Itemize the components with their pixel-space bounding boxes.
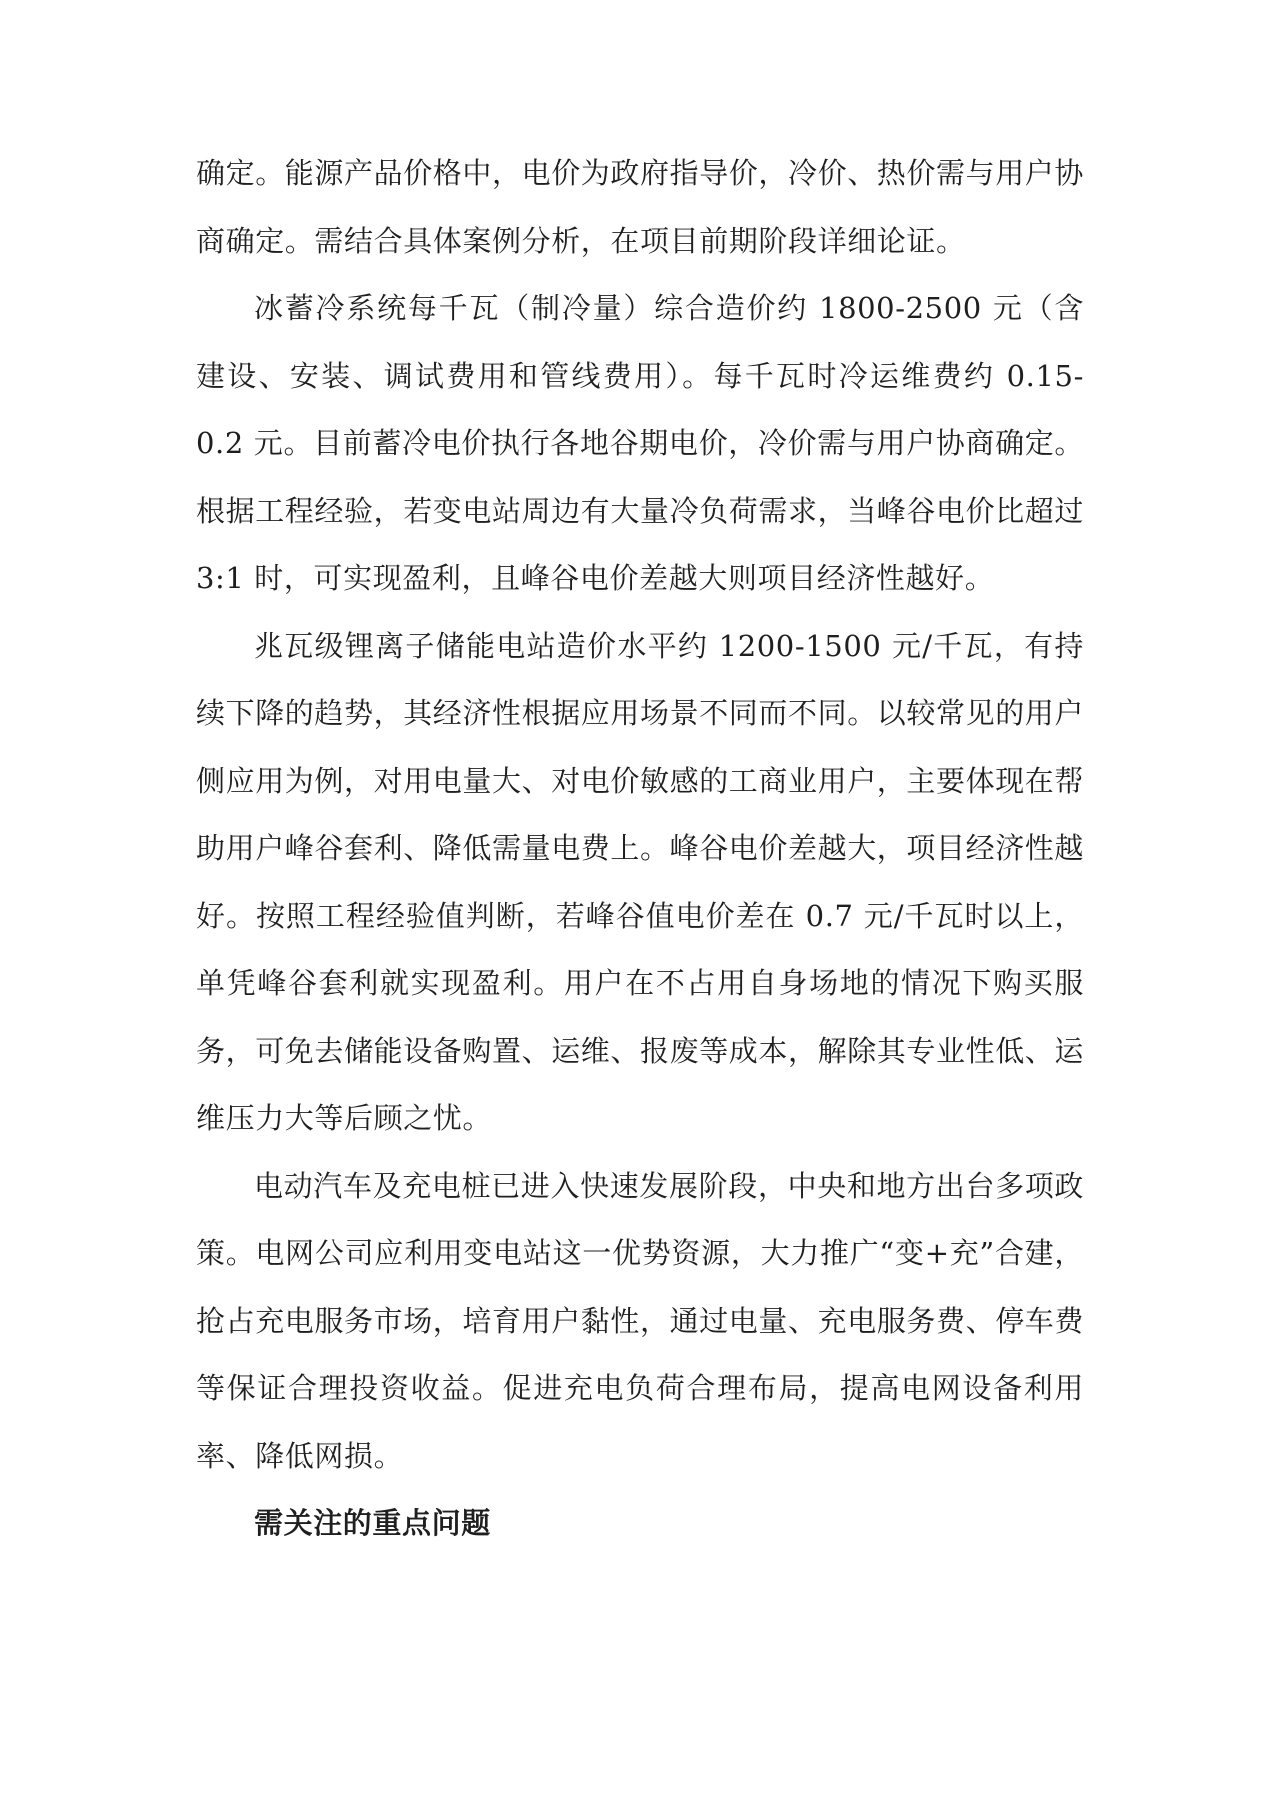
paragraph-pricing-continuation: 确定。能源产品价格中，电价为政府指导价，冷价、热价需与用户协商确定。需结合具体案例分析，在项目前期阶段详细论证。 <box>196 156 1085 258</box>
section-heading: 需关注的重点问题 <box>254 1506 491 1540</box>
paragraph-battery-storage: 兆瓦级锂离子储能电站造价水平约 1200-1500 元/千瓦，有持续下降的趋势，其经济性根据应用场景不同而不同。以较常见的用户侧应用为例，对用电量大、对电价敏感的工商业用户，主要体现在帮助用户峰谷套利、降低需量电费上。峰谷电价差越大，项目经济性越好。按照工程经验值判断，若峰谷值电价差在 0.7 元/千瓦时以上，单凭峰谷套利就实现盈利。用户在不占用自身场地的情况下购买服务，可免去储能设备购置、运维、报废等成本，解除其专业性低、运维压力大等后顾之忧。 <box>196 628 1085 1135</box>
document-body <box>196 140 1084 1558</box>
paragraph-ev-charging: 电动汽车及充电桩已进入快速发展阶段，中央和地方出台多项政策。电网公司应利用变电站这一优势资源，大力推广“变+充”合建，抢占充电服务市场，培育用户黏性，通过电量、充电服务费、停车费等保证合理投资收益。促进充电负荷合理布局，提高电网设备利用率、降低网损。 <box>196 1168 1085 1473</box>
paragraph-ice-storage: 冰蓄冷系统每千瓦（制冷量）综合造价约 1800-2500 元（含建设、安装、调试费用和管线费用）。每千瓦时冷运维费约 0.15-0.2 元。目前蓄冷电价执行各地谷期电价，冷价需与用户协商确定。根据工程经验，若变电站周边有大量冷负荷需求，当峰谷电价比超过 3:1 时，可实现盈利，且峰谷电价差越大则项目经济性越好。 <box>196 291 1085 595</box>
